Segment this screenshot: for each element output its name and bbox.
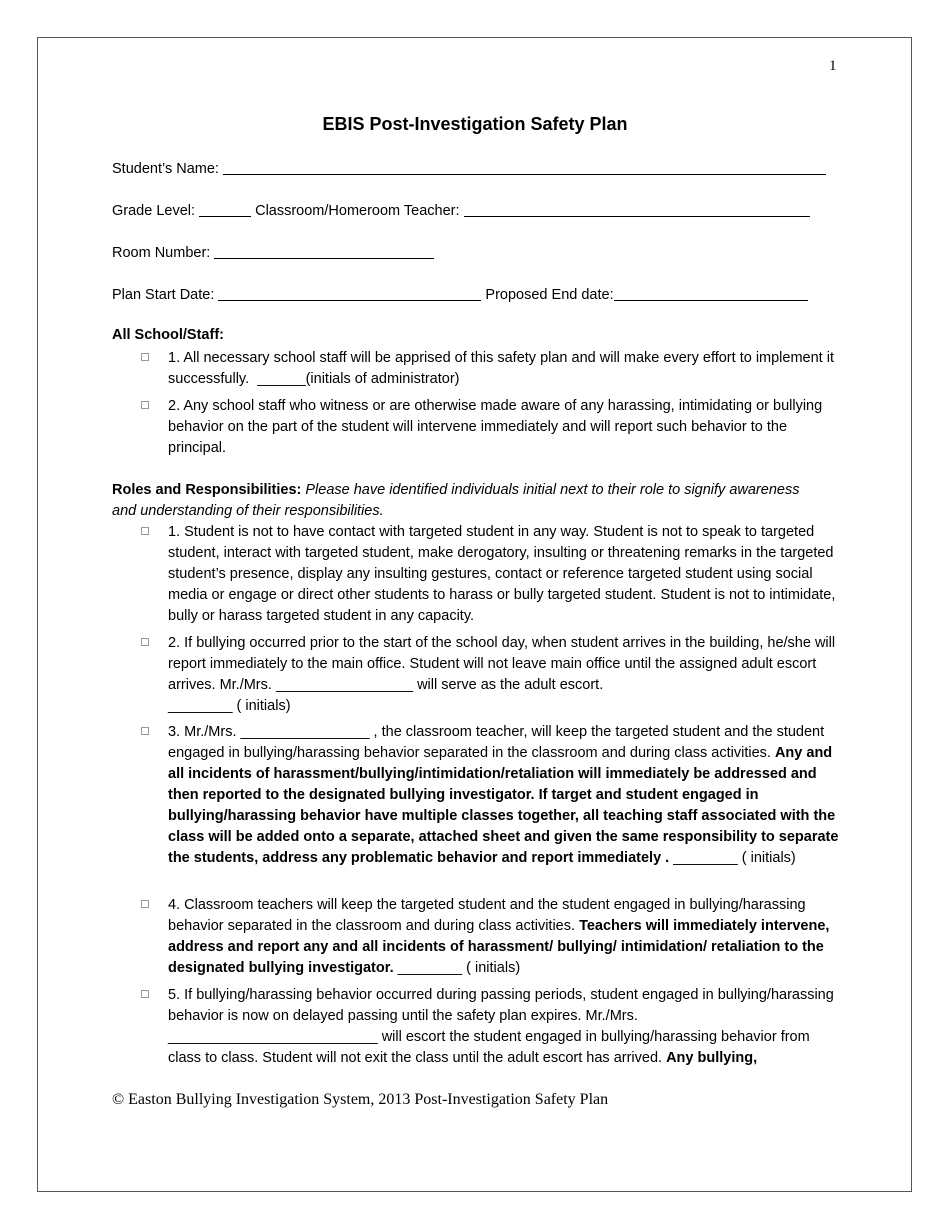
- role-item-5: 5. If bullying/harassing behavior occurred during passing periods, student engaged in bullying/harassing behavior is now on delayed passing until the safety plan expires. Mr./Mrs. __________________________ will escort the student engaged in bullying/harassing behavior from class to class. Student will not exit the class until the adult escort has arrived. Any bullying,: [168, 987, 834, 1066]
- all-school-item-2: 2. Any school staff who witness or are otherwise made aware of any harassing, intimidating or bullying behavior on the part of the student will intervene immediately and will report such behavior to the principal.: [168, 398, 823, 456]
- checkbox-icon[interactable]: [141, 727, 149, 735]
- proposed-end-blank[interactable]: [614, 286, 808, 301]
- checkbox-icon[interactable]: [141, 900, 149, 908]
- footer-copyright: © Easton Bullying Investigation System, 2013 Post-Investigation Safety Plan: [112, 1091, 609, 1108]
- roles-instructions: Please have identified individuals initial next to their role to signify awareness and understanding of their responsibilities.: [112, 482, 800, 519]
- all-school-heading: All School/Staff:: [112, 327, 224, 343]
- student-name-label: Student’s Name:: [112, 161, 219, 177]
- checkbox-icon[interactable]: [141, 638, 149, 646]
- grade-level-blank[interactable]: [199, 202, 251, 217]
- proposed-end-label: Proposed End date:: [485, 287, 614, 303]
- role-item-3: 3. Mr./Mrs. ________________ , the classroom teacher, will keep the targeted student and the student engaged in bullying/harassing behavior separated in the classroom and during class activities. Any and all incidents of harassment/bullying/intimidation/retaliation will immediately be addressed and then reported to the designated bullying investigator. If target and student engaged in bullying/harassing behavior have multiple classes together, all teaching staff associated with the class will be added onto a separate, attached sheet and given the same responsibility to separate the students, address any problematic behavior and report immediately . ________ ( initials): [168, 724, 839, 866]
- roles-intro: [112, 480, 812, 522]
- room-number-field: [112, 244, 434, 261]
- role-item-1: 1. Student is not to have contact with targeted student in any way. Student is not to speak to targeted student, interact with targeted student, make derogatory, insulting or threatening remarks in the targeted student’s presence, display any insulting gestures, contact or reference targeted student using social media or engage or direct other students to harass or bully targeted student. Student is not to intimidate, bully or harass targeted student in any capacity.: [168, 524, 836, 624]
- homeroom-teacher-blank[interactable]: [464, 202, 810, 217]
- grade-teacher-row: [112, 202, 810, 219]
- checkbox-icon[interactable]: [141, 401, 149, 409]
- role-item-2: 2. If bullying occurred prior to the start of the school day, when student arrives in the building, he/she will report immediately to the main office. Student will not leave main office until the assigned adult escort arrives. Mr./Mrs. _________________ will serve as the adult escort. ________ ( initials): [168, 635, 836, 714]
- room-number-label: Room Number:: [112, 245, 211, 261]
- all-school-item-1: 1. All necessary school staff will be apprised of this safety plan and will make every effort to implement it successfully. ______(initials of administrator): [168, 350, 834, 387]
- homeroom-teacher-label: Classroom/Homeroom Teacher:: [255, 203, 460, 219]
- document-title: EBIS Post-Investigation Safety Plan: [322, 114, 628, 134]
- plan-start-label: Plan Start Date:: [112, 287, 215, 303]
- student-name-field: [112, 160, 826, 177]
- room-number-blank[interactable]: [214, 244, 434, 259]
- plan-start-blank[interactable]: [218, 286, 481, 301]
- checkbox-icon[interactable]: [141, 353, 149, 361]
- checkbox-icon[interactable]: [141, 990, 149, 998]
- role-item-4: 4. Classroom teachers will keep the targeted student and the student engaged in bullying/harassing behavior separated in the classroom and during class activities. Teachers will immediately intervene, address and report any and all incidents of harassment/ bullying/ intimidation/ retaliation to the designated bullying investigator. ________ ( initials): [168, 897, 830, 976]
- checkbox-icon[interactable]: [141, 527, 149, 535]
- page-number: 1: [829, 58, 837, 74]
- dates-row: [112, 286, 808, 303]
- grade-level-label: Grade Level:: [112, 203, 196, 219]
- student-name-blank[interactable]: [223, 160, 826, 175]
- roles-heading: Roles and Responsibilities:: [112, 482, 302, 498]
